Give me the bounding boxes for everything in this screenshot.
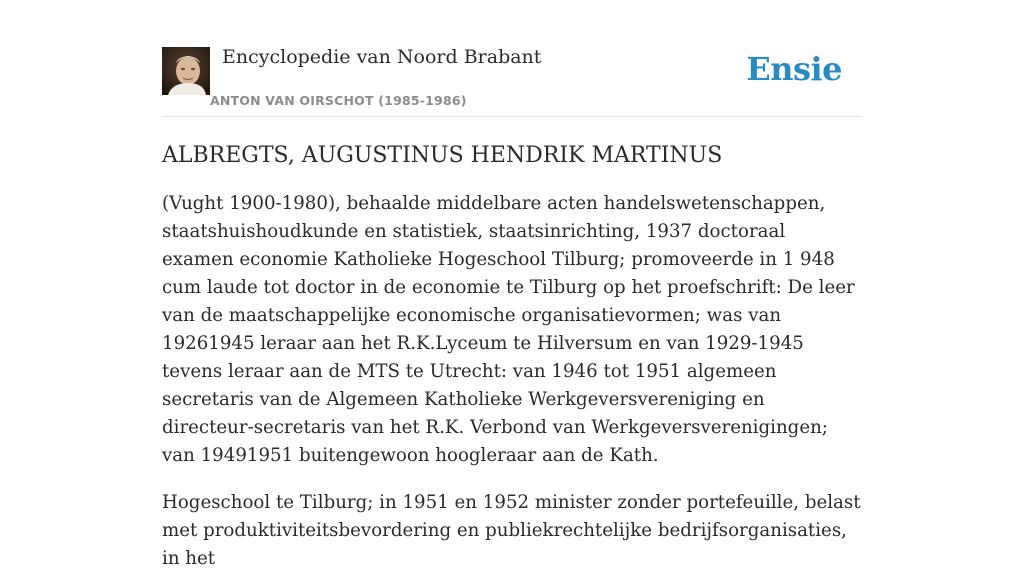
author-avatar[interactable] (162, 47, 210, 95)
article-header (162, 0, 862, 117)
article-page (162, 0, 862, 573)
brand-logo[interactable]: Ensie (746, 50, 842, 88)
article-title: ALBREGTS, AUGUSTINUS HENDRIK MARTINUS (162, 143, 723, 168)
article-paragraph: Hogeschool te Tilburg; in 1951 en 1952 minister zonder portefeuille, belast met produktiviteitsbevordering en publiekrechtelijke bedrijfsorganisaties, in het (162, 492, 861, 569)
source-title[interactable]: Encyclopedie van Noord Brabant (222, 46, 542, 68)
article-paragraph: (Vught 1900-1980), behaalde middelbare acten handelswetenschappen, staatshuishoudkunde en statistiek, staatsinrichting, 1937 doctoraal examen economie Katholieke Hogeschool Tilburg; promoveerde in 1 948 cum laude tot doctor in de economie te Tilburg op het proefschrift: De leer van de maatschappelijke economische organisatievormen; was van 19261945 leraar aan het R.K.Lyceum te Hilversum en van 1929-1945 tevens leraar aan de MTS te Utrecht: van 1946 tot 1951 algemeen secretaris van de Algemeen Katholieke Werkgeversvereniging en directeur-secretaris van het R.K. Verbond van Werkgeversverenigingen; van 19491951 buitengewoon hoogleraar aan de Kath. (162, 193, 855, 466)
author-portrait-icon (162, 47, 210, 95)
author-name[interactable]: ANTON VAN OIRSCHOT (1985-1986) (210, 93, 467, 108)
